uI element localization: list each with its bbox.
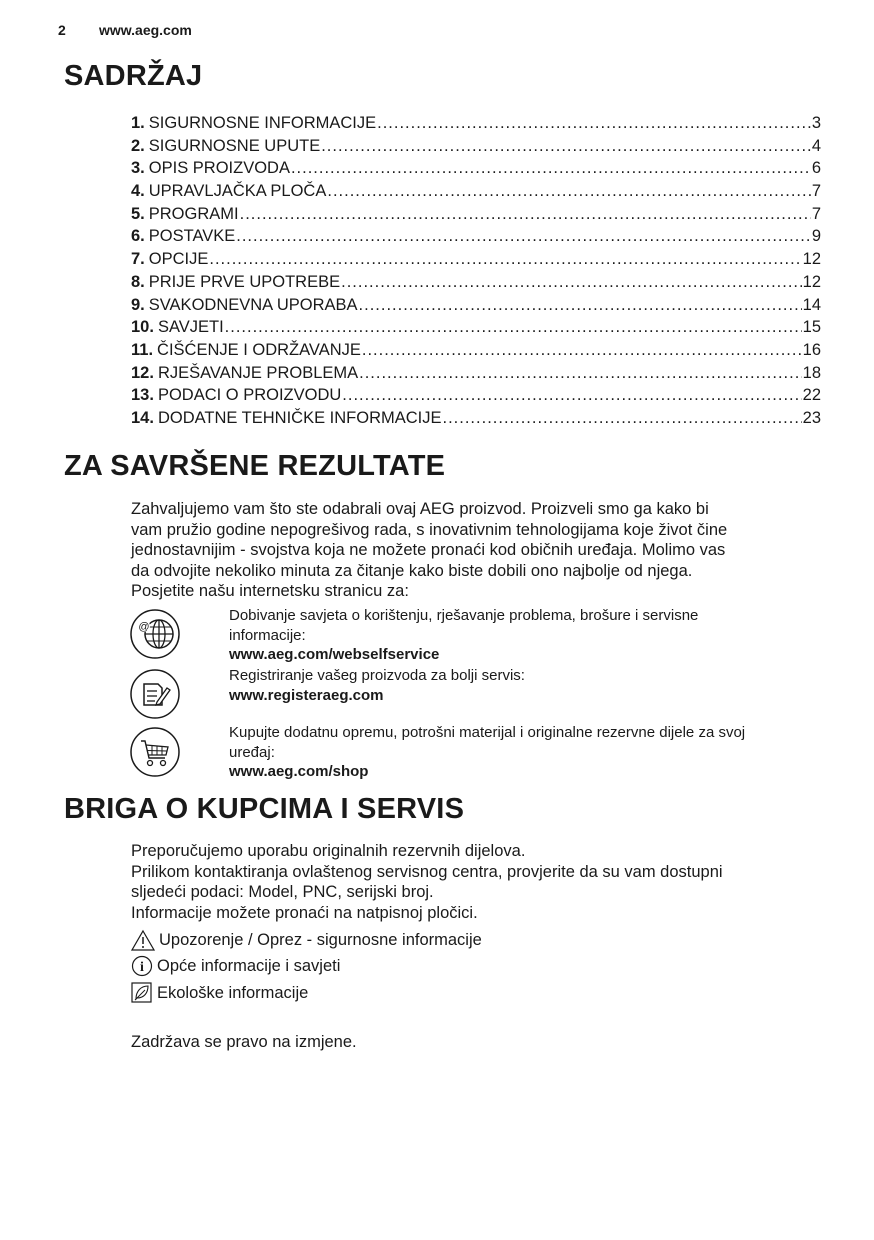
toc-item[interactable] <box>131 384 821 407</box>
toc-item[interactable] <box>131 157 821 180</box>
legend-warning <box>131 929 482 951</box>
service-text: informacije: <box>229 626 306 644</box>
toc-page: 18 <box>802 363 821 382</box>
svg-text:i: i <box>140 960 144 975</box>
toc-num: 8. <box>131 272 145 291</box>
intro-line: da odvojite nekoliko minuta za čitanje kako biste dobili ono najbolje od njega. <box>131 561 693 580</box>
toc-leader <box>342 384 801 407</box>
toc-title-text: ČIŠĆENJE I ODRŽAVANJE <box>157 340 361 359</box>
toc-title-text: SIGURNOSNE UPUTE <box>148 136 321 155</box>
toc-num: 13. <box>131 386 154 405</box>
toc-leader <box>377 112 811 135</box>
toc-page: 22 <box>802 386 821 405</box>
warning-triangle-icon <box>131 929 155 951</box>
legend-label: Upozorenje / Oprez - sigurnosne informacije <box>159 931 482 949</box>
toc-page: 7 <box>811 182 821 201</box>
toc-title-text: POSTAVKE <box>148 227 236 246</box>
toc-page: 16 <box>802 340 821 359</box>
toc-num: 5. <box>131 204 145 223</box>
toc-title-text: PRIJE PRVE UPOTREBE <box>148 272 341 291</box>
toc-item[interactable] <box>131 407 821 430</box>
legend-eco <box>131 982 308 1004</box>
toc-page: 12 <box>802 272 821 291</box>
toc-page: 6 <box>811 159 821 178</box>
site-url[interactable]: www.aeg.com <box>99 22 192 38</box>
toc-item[interactable] <box>131 135 821 158</box>
toc-page: 15 <box>802 318 821 337</box>
page-number: 2 <box>58 22 66 38</box>
toc-item[interactable] <box>131 362 821 385</box>
toc-item[interactable] <box>131 112 821 135</box>
toc-item[interactable] <box>131 203 821 226</box>
toc-num: 1. <box>131 114 145 132</box>
toc-leader <box>321 135 811 158</box>
legend-label: Ekološke informacije <box>157 984 309 1002</box>
disclaimer: Zadržava se pravo na izmjene. <box>131 1033 357 1051</box>
register-link[interactable]: www.registeraeg.com <box>229 686 384 704</box>
toc-title-text: UPRAVLJAČKA PLOČA <box>148 182 327 201</box>
intro-line: Posjetite našu internetsku stranicu za: <box>131 582 409 600</box>
toc-page: 12 <box>802 250 821 269</box>
globe-at-icon <box>129 608 181 660</box>
toc-leader <box>359 294 802 317</box>
results-intro <box>131 499 821 602</box>
intro-line: vam pružio godine nepogrešivog rada, s inovativnim tehnologijama koje život čine <box>131 520 728 539</box>
running-header <box>58 22 192 38</box>
results-title: ZA SAVRŠENE REZULTATE <box>64 450 446 482</box>
toc-leader <box>236 225 811 248</box>
info-circle-icon <box>131 955 153 977</box>
toc-num: 12. <box>131 363 154 382</box>
intro-line: Zahvaljujemo vam što ste odabrali ovaj AEG proizvod. Proizveli smo ga kako bi <box>131 500 709 518</box>
toc-item[interactable] <box>131 225 821 248</box>
toc-leader <box>327 180 810 203</box>
toc-leader <box>359 362 802 385</box>
toc-title-text: OPIS PROIZVODA <box>148 159 290 178</box>
toc-leader <box>225 316 802 339</box>
toc-item[interactable] <box>131 316 821 339</box>
toc-num: 9. <box>131 295 145 314</box>
service-line: Preporučujemo uporabu originalnih rezervnih dijelova. <box>131 842 526 860</box>
legend-info <box>131 955 340 977</box>
toc-title-text: SIGURNOSNE INFORMACIJE <box>148 114 377 132</box>
toc-item[interactable] <box>131 248 821 271</box>
toc-page: 3 <box>811 114 821 132</box>
toc-leader <box>291 157 811 180</box>
toc-page: 4 <box>811 136 821 155</box>
shop-link[interactable]: www.aeg.com/shop <box>229 763 369 780</box>
service-text-block <box>131 841 821 923</box>
service-line: sljedeći podaci: Model, PNC, serijski broj. <box>131 883 434 901</box>
table-of-contents <box>131 112 821 430</box>
toc-title-text: PODACI O PROIZVODU <box>157 386 342 405</box>
webselfservice-link[interactable]: www.aeg.com/webselfservice <box>229 646 440 663</box>
shopping-cart-icon <box>129 726 181 778</box>
service-description <box>229 606 819 665</box>
toc-leader <box>240 203 811 226</box>
toc-item[interactable] <box>131 180 821 203</box>
toc-num: 4. <box>131 182 145 201</box>
toc-leader <box>341 271 802 294</box>
toc-title-text: OPCIJE <box>148 250 209 269</box>
service-description <box>229 723 819 782</box>
toc-num: 6. <box>131 227 145 246</box>
toc-leader <box>362 339 802 362</box>
toc-title-text: PROGRAMI <box>148 204 239 223</box>
toc-page: 23 <box>802 408 821 427</box>
service-line: Prilikom kontaktiranja ovlaštenog servisnog centra, provjerite da su vam dostupni <box>131 862 723 881</box>
toc-page: 9 <box>811 227 821 246</box>
toc-item[interactable] <box>131 294 821 317</box>
service-text: Dobivanje savjeta o korištenju, rješavanje problema, brošure i servisne <box>229 607 699 624</box>
toc-item[interactable] <box>131 339 821 362</box>
service-text: Kupujte dodatnu opremu, potrošni materijal i originalne rezervne dijele za svoj <box>229 724 746 741</box>
eco-leaf-icon <box>131 982 153 1004</box>
legend-label: Opće informacije i savjeti <box>157 957 341 975</box>
toc-num: 10. <box>131 318 154 337</box>
toc-num: 11. <box>131 340 154 359</box>
service-text: Registriranje vašeg proizvoda za bolji servis: <box>229 667 525 684</box>
toc-page: 7 <box>811 204 821 223</box>
toc-title: SADRŽAJ <box>64 60 203 92</box>
service-line: Informacije možete pronaći na natpisnoj pločici. <box>131 903 478 922</box>
toc-title-text: SVAKODNEVNA UPORABA <box>148 295 358 314</box>
toc-title-text: SAVJETI <box>157 318 224 337</box>
toc-leader <box>209 248 801 271</box>
toc-leader <box>443 407 802 430</box>
toc-title-text: RJEŠAVANJE PROBLEMA <box>157 363 359 382</box>
register-document-icon <box>129 668 181 720</box>
intro-line: jednostavnijim - svojstva koja ne možete pronaći kod običnih uređaja. Molimo vas <box>131 541 726 559</box>
toc-item[interactable] <box>131 271 821 294</box>
toc-title-text: DODATNE TEHNIČKE INFORMACIJE <box>157 408 442 427</box>
toc-num: 14. <box>131 408 154 427</box>
toc-num: 2. <box>131 136 145 155</box>
service-description <box>229 666 819 705</box>
service-text: uređaj: <box>229 743 275 761</box>
service-title: BRIGA O KUPCIMA I SERVIS <box>64 793 465 825</box>
svg-text:@: @ <box>138 621 150 633</box>
toc-num: 3. <box>131 159 145 178</box>
toc-page: 14 <box>802 295 821 314</box>
toc-num: 7. <box>131 250 145 269</box>
